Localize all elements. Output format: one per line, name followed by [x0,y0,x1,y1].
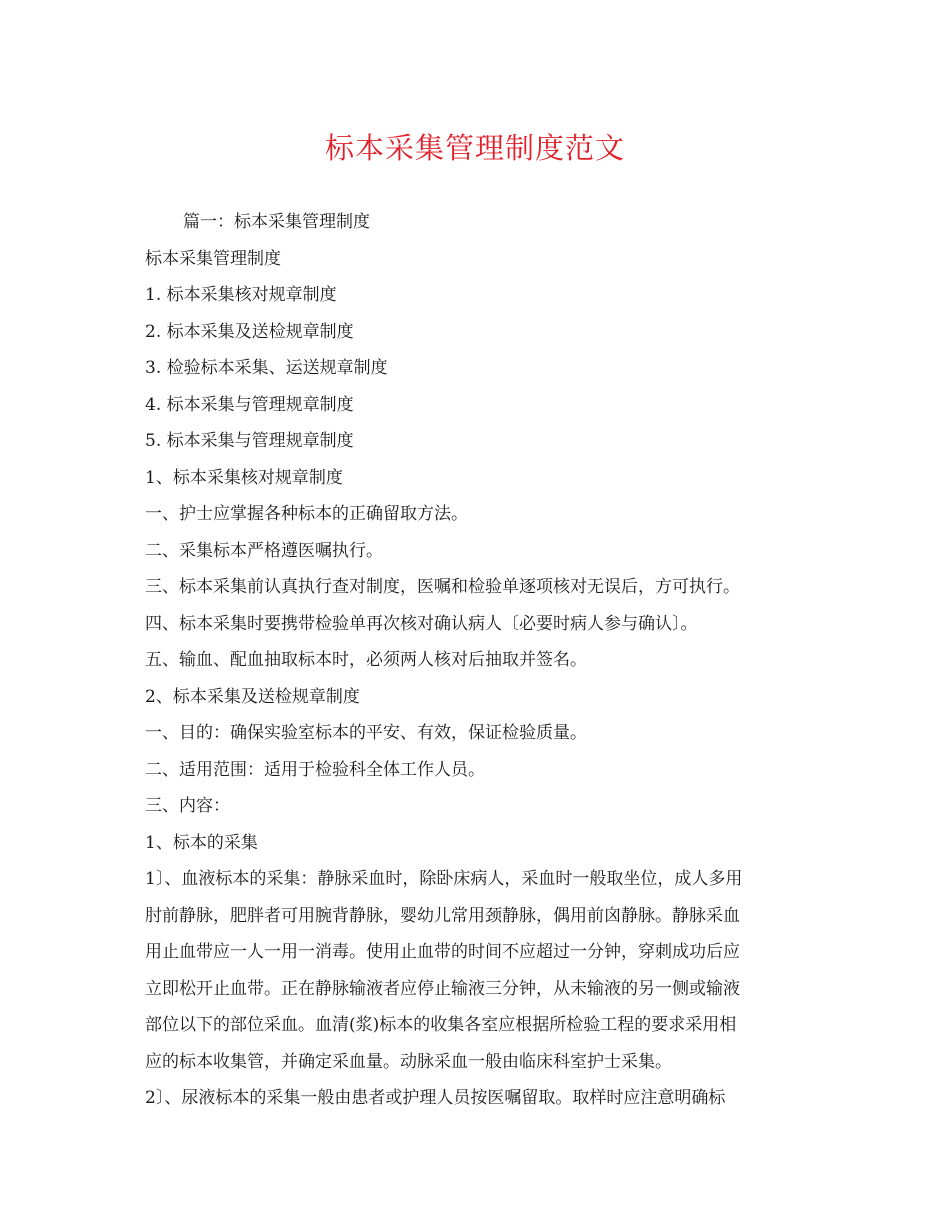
text-line: 二、采集标本严格遵医嘱执行。 [145,540,383,561]
paragraph-line: 应的标本收集管，并确定采血量。动脉采血一般由临床科室护士采集。 [145,1051,672,1072]
list-item: 2. 标本采集及送检规章制度 [145,321,354,342]
text-line: 五、输血、配血抽取标本时，必须两人核对后抽取并签名。 [145,650,587,670]
list-item: 1. 标本采集核对规章制度 [145,285,337,305]
document-title: 标本采集管理制度范文 [324,131,625,165]
text-line: 标本采集管理制度 [145,248,281,269]
text-line: 二、适用范围：适用于检验科全体工作人员。 [145,759,485,780]
text-line: 一、护士应掌握各种标本的正确留取方法。 [145,504,468,524]
paragraph-line: 1〕、血液标本的采集：静脉采血时，除卧床病人，采血时一般取坐位，成人多用 [145,869,743,889]
text-line: 三、内容： [145,796,230,816]
paragraph-line: 用止血带应一人一用一消毒。使用止血带的时间不应超过一分钟，穿刺成功后应 [145,942,740,962]
list-item: 5. 标本采集与管理规章制度 [145,431,354,451]
paragraph-line: 肘前静脉，肥胖者可用腕背静脉，婴幼儿常用颈静脉，偶用前囟静脉。静脉采血 [145,905,740,926]
list-item: 4. 标本采集与管理规章制度 [145,394,354,415]
section-heading: 篇一：标本采集管理制度 [183,212,370,232]
text-line: 四、标本采集时要携带检验单再次核对确认病人〔必要时病人参与确认〕。 [145,613,698,634]
paragraph-line: 2〕、尿液标本的采集一般由患者或护理人员按医嘱留取。取样时应注意明确标 [145,1088,726,1108]
subsection-heading: 1、标本采集核对规章制度 [145,467,343,488]
document-body [145,204,807,1117]
text-line: 一、目的：确保实验室标本的平安、有效，保证检验质量。 [145,723,587,743]
text-line: 三、标本采集前认真执行查对制度，医嘱和检验单逐项核对无误后，方可执行。 [145,577,740,597]
list-item: 3. 检验标本采集、运送规章制度 [145,358,388,378]
text-line: 1、标本的采集 [145,832,258,853]
subsection-heading: 2、标本采集及送检规章制度 [145,686,360,707]
paragraph-line: 立即松开止血带。正在静脉输液者应停止输液三分钟，从未输液的另一侧或输液 [145,978,740,999]
paragraph-line: 部位以下的部位采血。血清(浆)标本的收集各室应根据所检验工程的要求采用相 [145,1015,737,1035]
